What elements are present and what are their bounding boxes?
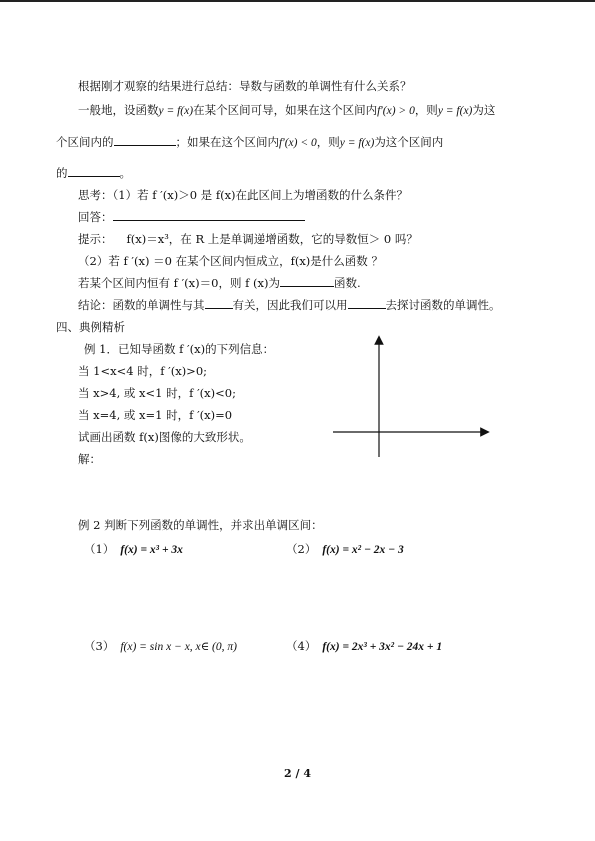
hint-text: f(x)＝x³，在 R 上是单调递增函数，它的导数恒＞ 0 吗？ bbox=[126, 232, 418, 246]
fill-blank-constant[interactable] bbox=[280, 275, 334, 287]
math-y-eq-fx: y = f(x) bbox=[437, 105, 473, 117]
fill-blank-method[interactable] bbox=[348, 297, 386, 309]
hint-line bbox=[78, 231, 418, 247]
text: 为这个区间内 bbox=[374, 135, 444, 149]
example2-item-1 bbox=[84, 541, 183, 558]
item-expression: f(x) = 2x³ + 3x² − 24x + 1 bbox=[322, 641, 443, 653]
fill-blank-decreasing[interactable] bbox=[68, 165, 120, 177]
text: 结论：函数的单调性与其 bbox=[78, 298, 205, 312]
text: ，则 bbox=[414, 103, 438, 117]
example1-title: 例 1．已知导函数 f ′(x)的下列信息： bbox=[84, 342, 275, 356]
think-question-2: （2）若 f ′(x) ＝0 在某个区间内恒成立，f(x)是什么函数 ？ bbox=[78, 254, 383, 268]
general-line-2 bbox=[56, 134, 443, 151]
text: 为这 bbox=[472, 103, 496, 117]
think-question-1: 思考：（1）若 f ′(x)＞0 是 f(x)在此区间上为增函数的什么条件？ bbox=[78, 188, 409, 202]
item-expression: f(x) = x² − 2x − 3 bbox=[322, 544, 404, 556]
text: ，则 bbox=[316, 135, 340, 149]
text: 有关，因此我们可以用 bbox=[232, 298, 348, 312]
item-expression: f(x) = x³ + 3x bbox=[120, 544, 183, 556]
hint-label: 提示： bbox=[78, 232, 113, 246]
example1-condition-3: 当 x=4, 或 x=1 时，f ′(x)=0 bbox=[78, 408, 233, 422]
text: 函数. bbox=[333, 276, 361, 290]
constant-function-line bbox=[78, 275, 361, 291]
summary-question: 根据刚才观察的结果进行总结：导数与函数的单调性有什么关系？ bbox=[78, 79, 412, 93]
text: 去探讨函数的单调性。 bbox=[385, 298, 501, 312]
item-number: （4） bbox=[286, 639, 317, 653]
answer-label: 回答： bbox=[78, 210, 113, 224]
answer-line bbox=[78, 209, 305, 225]
text: 。 bbox=[119, 166, 131, 180]
math-y-eq-fx: y = f(x) bbox=[158, 105, 194, 117]
top-rule bbox=[0, 0, 595, 2]
text: 若某个区间内恒有 f ′(x)＝0，则 f (x)为 bbox=[78, 276, 280, 290]
fill-blank-related[interactable] bbox=[205, 297, 233, 309]
text: 一般地，设函数 bbox=[78, 103, 159, 117]
example2-title: 例 2 判断下列函数的单调性，并求出单调区间： bbox=[78, 518, 323, 532]
text: 的 bbox=[56, 166, 68, 180]
math-derivative-positive: f′(x) > 0 bbox=[377, 105, 415, 117]
answer-blank[interactable] bbox=[113, 209, 305, 221]
example2-item-2 bbox=[286, 541, 404, 558]
general-line-3 bbox=[56, 165, 131, 181]
fill-blank-increasing[interactable] bbox=[114, 134, 176, 146]
example2-item-3 bbox=[84, 638, 237, 655]
conclusion-line bbox=[78, 297, 501, 313]
general-line-1 bbox=[78, 102, 495, 119]
section-title: 四、典例精析 bbox=[56, 320, 125, 334]
item-number: （2） bbox=[286, 542, 317, 556]
item-number: （3） bbox=[84, 639, 115, 653]
text: 在某个区间可导，如果在这个区间内 bbox=[193, 103, 378, 117]
example1-condition-2: 当 x>4, 或 x<1 时，f ′(x)<0; bbox=[78, 386, 236, 400]
item-expression: f(x) = sin x − x, x∈ (0, π) bbox=[120, 641, 237, 653]
page-number: 2 / 4 bbox=[284, 767, 311, 780]
coordinate-axes bbox=[330, 335, 490, 460]
text: ；如果在这个区间内 bbox=[175, 135, 279, 149]
example1-task: 试画出函数 f(x)图像的大致形状。 bbox=[78, 430, 251, 444]
math-derivative-negative: f′(x) < 0 bbox=[279, 137, 317, 149]
item-number: （1） bbox=[84, 542, 115, 556]
example1-condition-1: 当 1<x<4 时，f ′(x)>0; bbox=[78, 364, 208, 378]
example2-item-4 bbox=[286, 638, 442, 655]
text: 个区间内的 bbox=[56, 135, 114, 149]
example1-solution-label: 解： bbox=[78, 452, 101, 466]
math-y-eq-fx: y = f(x) bbox=[339, 137, 375, 149]
